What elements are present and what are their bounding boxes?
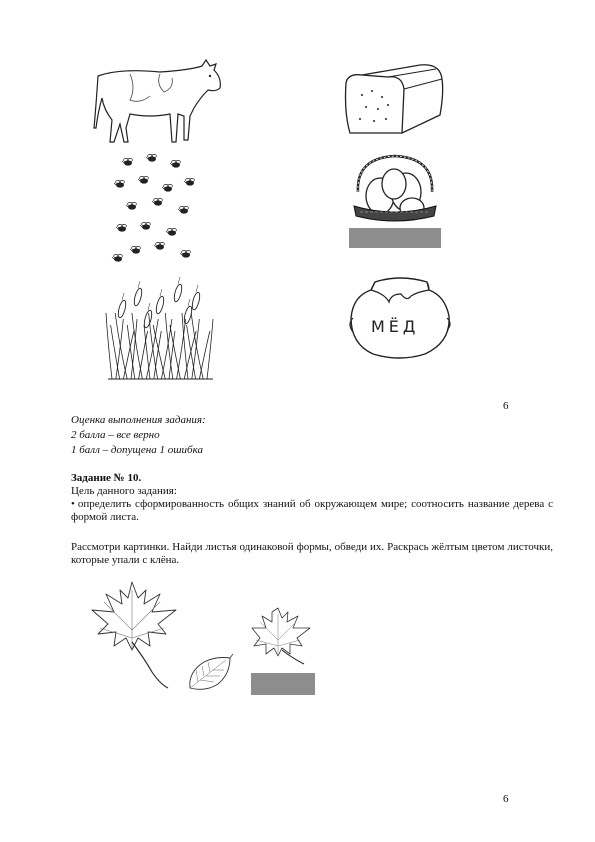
bee-icon: [152, 198, 162, 205]
bee-icon: [180, 250, 190, 257]
bread-picture: [340, 63, 448, 138]
bee-icon: [140, 222, 150, 229]
bee-icon: [122, 158, 132, 165]
page-number-bottom: 6: [503, 793, 509, 805]
bee-icon: [130, 246, 140, 253]
bee-icon: [114, 180, 124, 187]
page-number-middle: 6: [503, 400, 509, 412]
redaction-box: [349, 228, 441, 248]
bee-icon: [166, 228, 176, 235]
evaluation-line-1: 2 балла – все верно: [71, 429, 160, 441]
bee-icon: [170, 160, 180, 167]
evaluation-block: [71, 413, 206, 458]
honey-pot-label: МЁД: [371, 317, 420, 336]
bullet-icon: •: [71, 498, 75, 510]
bee-icon: [146, 154, 156, 161]
task-title: Задание № 10.: [71, 472, 142, 484]
cow-picture: [90, 58, 225, 150]
egg-basket-picture: [350, 152, 440, 232]
bee-icon: [112, 254, 122, 261]
wheat-picture: [108, 285, 213, 380]
bee-icon: [184, 178, 194, 185]
evaluation-line-2: 1 балл – допущена 1 ошибка: [71, 444, 203, 456]
bee-icon: [178, 206, 188, 213]
redaction-box: [251, 673, 315, 695]
maple-leaf-picture: [90, 580, 180, 692]
birch-leaf-picture: [186, 654, 234, 694]
bee-icon: [126, 202, 136, 209]
task-block: [71, 472, 553, 567]
task-instruction: Рассмотри картинки. Найди листья одинаковой формы, обведи их. Раскрась жёлтым цветом листочки, которые упали с клёна.: [71, 541, 553, 566]
bee-icon: [154, 242, 164, 249]
task-goal: [71, 498, 553, 524]
bee-icon: [162, 184, 172, 191]
bee-icon: [138, 176, 148, 183]
task-goal-text: определить сформированность общих знаний об окружающем мире; соотносить название дерева с формой листа.: [71, 498, 553, 523]
bee-icon: [116, 224, 126, 231]
bees-picture: [110, 155, 200, 270]
evaluation-title: Оценка выполнения задания:: [71, 414, 206, 426]
task-goal-label: Цель данного задания:: [71, 485, 177, 497]
honey-pot-picture: [345, 272, 455, 360]
small-maple-leaf-picture: [252, 606, 314, 668]
